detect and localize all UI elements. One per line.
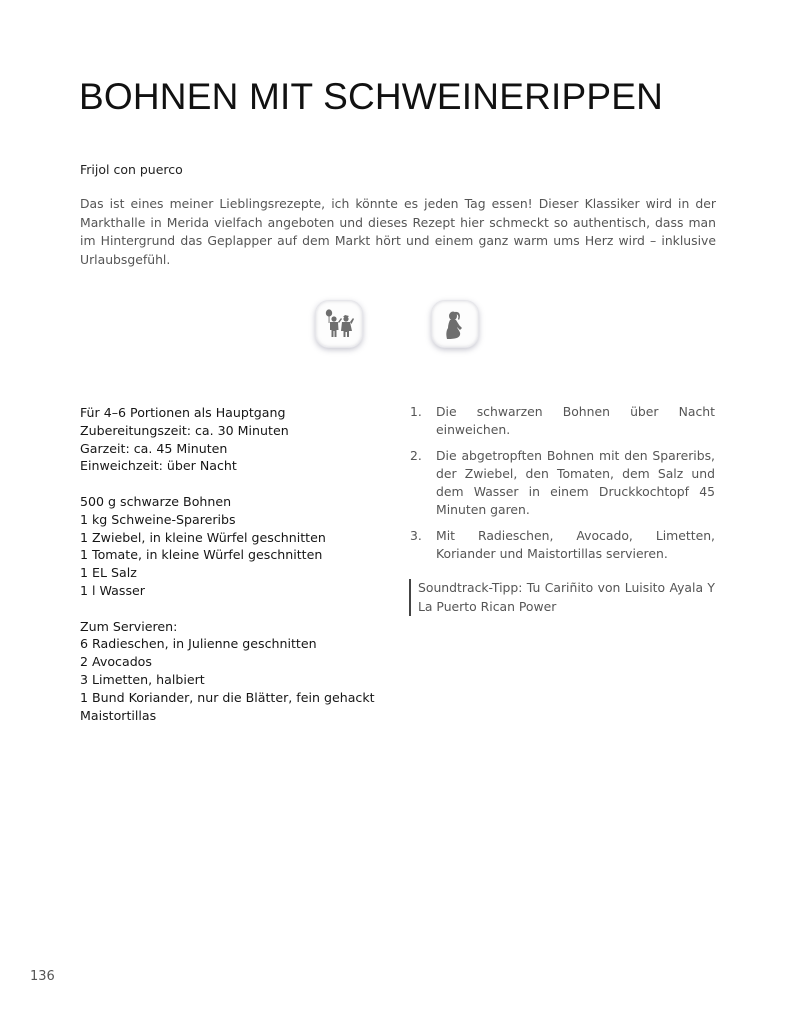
serving-item: 6 Radieschen, in Julienne geschnitten (80, 636, 317, 652)
instructions-column (405, 403, 715, 616)
ingredient: 1 l Wasser (80, 582, 145, 598)
step (405, 527, 715, 564)
serving-item: 2 Avocados (80, 654, 152, 670)
step-text: Die schwarzen Bohnen über Nacht einweichen. (436, 404, 715, 438)
recipe-subtitle: Frijol con puerco (80, 162, 183, 177)
page-number: 136 (30, 969, 55, 984)
ingredient-list (80, 493, 380, 600)
step-list (405, 403, 715, 563)
ingredient: 1 Tomate, in kleine Würfel geschnitten (80, 547, 323, 563)
serving-item: 3 Limetten, halbiert (80, 671, 205, 687)
recipe-icons (0, 300, 791, 352)
soak-time: Einweichzeit: über Nacht (80, 458, 237, 474)
ingredient: 1 Zwiebel, in kleine Würfel geschnitten (80, 529, 326, 545)
ingredient: 1 kg Schweine-Spareribs (80, 511, 236, 527)
ingredients-column (80, 404, 380, 742)
soundtrack-tip: Soundtrack-Tipp: Tu Cariñito von Luisito Ayala Y La Puerto Rican Power (409, 579, 715, 616)
step-text: Mit Radieschen, Avocado, Limetten, Koriander und Maistortillas servieren. (436, 527, 715, 562)
step (405, 403, 715, 440)
step (405, 447, 715, 520)
step-number: 1. (410, 404, 422, 419)
ingredient: 1 EL Salz (80, 565, 137, 581)
ingredient: 500 g schwarze Bohnen (80, 493, 232, 509)
step-text: Die abgetropften Bohnen mit den Spareribs, der Zwiebel, den Tomaten, dem Salz und dem Wasser in einem Druckkochtopf 45 Minuten garen. (436, 447, 715, 518)
serving-list (80, 618, 380, 725)
serving-item: 1 Bund Koriander, nur die Blätter, fein gehackt (80, 689, 375, 705)
servings: Für 4–6 Portionen als Hauptgang (80, 405, 286, 420)
serving-heading: Zum Servieren: (80, 618, 178, 634)
serving-item: Maistortillas (80, 707, 157, 723)
recipe-title: BOHNEN MIT SCHWEINERIPPEN (79, 76, 664, 117)
kids-icon (315, 300, 363, 348)
cook-time: Garzeit: ca. 45 Minuten (80, 440, 228, 456)
pregnant-woman-icon (431, 300, 479, 348)
step-number: 2. (410, 447, 422, 463)
recipe-intro: Das ist eines meiner Lieblingsrezepte, ich könnte es jeden Tag essen! Dieser Klassiker wird in der Markthalle in Merida vielfach angeboten und dieses Rezept hier schmeckt so authentisch, dass man im Hintergrund das Geplapper auf dem Markt hört und einem ganz warm ums Herz wird – inklusive Urlaubsgefühl. (80, 196, 716, 267)
recipe-meta (80, 404, 380, 475)
prep-time: Zubereitungszeit: ca. 30 Minuten (80, 422, 289, 438)
step-number: 3. (410, 527, 422, 543)
